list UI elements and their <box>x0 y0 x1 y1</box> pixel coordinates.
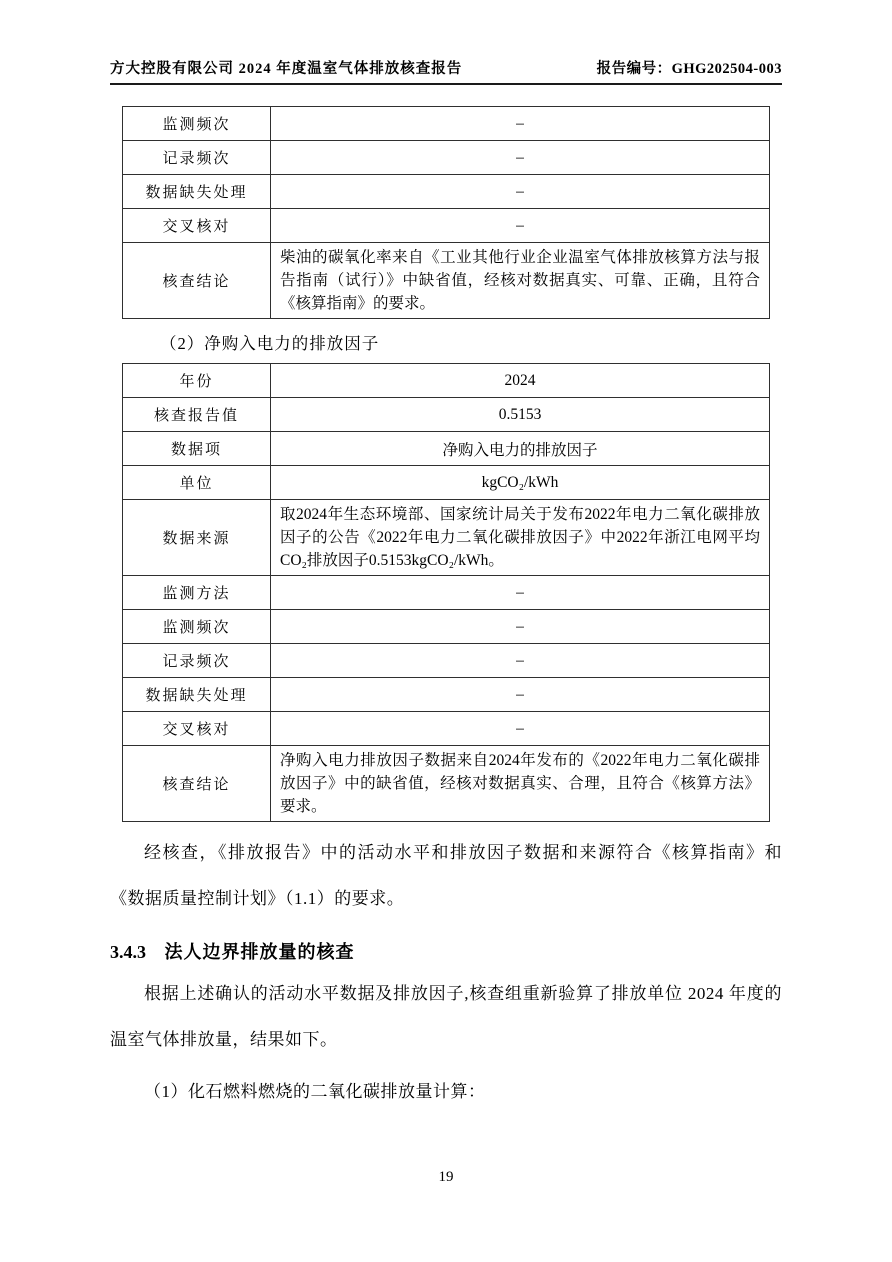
table-row <box>123 364 770 398</box>
table-row <box>123 141 770 175</box>
table-row <box>123 500 770 576</box>
row-value-cell: – <box>271 712 770 746</box>
table-row <box>123 107 770 141</box>
verification-table-electricity <box>122 363 770 822</box>
row-label-cell: 数据来源 <box>123 500 271 576</box>
row-value-cell: 2024 <box>271 364 770 398</box>
row-label-cell: 单位 <box>123 466 271 500</box>
section-heading-number: 3.4.3 <box>110 942 146 962</box>
page-number: 19 <box>438 1169 454 1185</box>
row-value-cell: kgCO₂/kWh <box>271 466 770 500</box>
verification-table-diesel <box>122 106 770 319</box>
row-value-cell: – <box>271 644 770 678</box>
row-label-cell: 记录频次 <box>123 644 271 678</box>
row-label-cell: 年份 <box>123 364 271 398</box>
table-row <box>123 175 770 209</box>
row-value-cell: – <box>271 175 770 209</box>
row-value-cell: – <box>271 107 770 141</box>
section-heading-title: 法人边界排放量的核查 <box>164 942 355 962</box>
paragraph-verification-conclusion: 经核查，《排放报告》中的活动水平和排放因子数据和来源符合《核算指南》和《数据质量控制计划》（1.1）的要求。 <box>110 843 782 908</box>
row-label-cell: 数据缺失处理 <box>123 175 271 209</box>
table-row <box>123 746 770 822</box>
table-row <box>123 432 770 466</box>
row-label-cell: 核查结论 <box>123 243 271 319</box>
table-row <box>123 576 770 610</box>
header-report-title: 方大控股有限公司 2024 年度温室气体排放核查报告 <box>110 61 463 77</box>
row-value-cell: 0.5153 <box>271 398 770 432</box>
paragraph-item1-fossil-fuel: （1）化石燃料燃烧的二氧化碳排放量计算： <box>144 1082 486 1101</box>
table-row <box>123 398 770 432</box>
table-row <box>123 243 770 319</box>
table-row <box>123 610 770 644</box>
row-value-cell: – <box>271 209 770 243</box>
row-value-cell: – <box>271 141 770 175</box>
row-label-cell: 数据项 <box>123 432 271 466</box>
page-content <box>110 106 782 1115</box>
row-value-cell: – <box>271 610 770 644</box>
page-header <box>110 0 782 85</box>
row-label-cell: 交叉核对 <box>123 712 271 746</box>
table-row <box>123 466 770 500</box>
row-label-cell: 核查报告值 <box>123 398 271 432</box>
row-text-cell: 取2024年生态环境部、国家统计局关于发布2022年电力二氧化碳排放因子的公告《2022年电力二氧化碳排放因子》中2022年浙江电网平均CO₂排放因子0.5153kgCO₂/kWh。 <box>271 500 770 576</box>
subsection-caption-electricity: （2）净购入电力的排放因子 <box>160 334 380 353</box>
row-text-cell: 净购入电力排放因子数据来自2024年发布的《2022年电力二氧化碳排放因子》中的缺省值，经核对数据真实、合理，且符合《核算方法》要求。 <box>271 746 770 822</box>
section-heading-343 <box>110 939 782 965</box>
row-label-cell: 监测方法 <box>123 576 271 610</box>
paragraph-recalculation: 根据上述确认的活动水平数据及排放因子,核查组重新验算了排放单位 2024 年度的温室气体排放量，结果如下。 <box>110 984 782 1049</box>
row-label-cell: 数据缺失处理 <box>123 678 271 712</box>
table-row <box>123 678 770 712</box>
row-value-cell: – <box>271 678 770 712</box>
row-value-cell: 净购入电力的排放因子 <box>271 432 770 466</box>
row-label-cell: 记录频次 <box>123 141 271 175</box>
row-value-cell: – <box>271 576 770 610</box>
row-label-cell: 交叉核对 <box>123 209 271 243</box>
row-text-cell: 柴油的碳氧化率来自《工业其他行业企业温室气体排放核算方法与报告指南（试行）》中缺省值，经核对数据真实、可靠、正确，且符合《核算指南》的要求。 <box>271 243 770 319</box>
table-row <box>123 644 770 678</box>
row-label-cell: 监测频次 <box>123 610 271 644</box>
table-row <box>123 209 770 243</box>
header-report-number: 报告编号：GHG202504-003 <box>596 61 782 77</box>
table-row <box>123 712 770 746</box>
row-label-cell: 核查结论 <box>123 746 271 822</box>
row-label-cell: 监测频次 <box>123 107 271 141</box>
